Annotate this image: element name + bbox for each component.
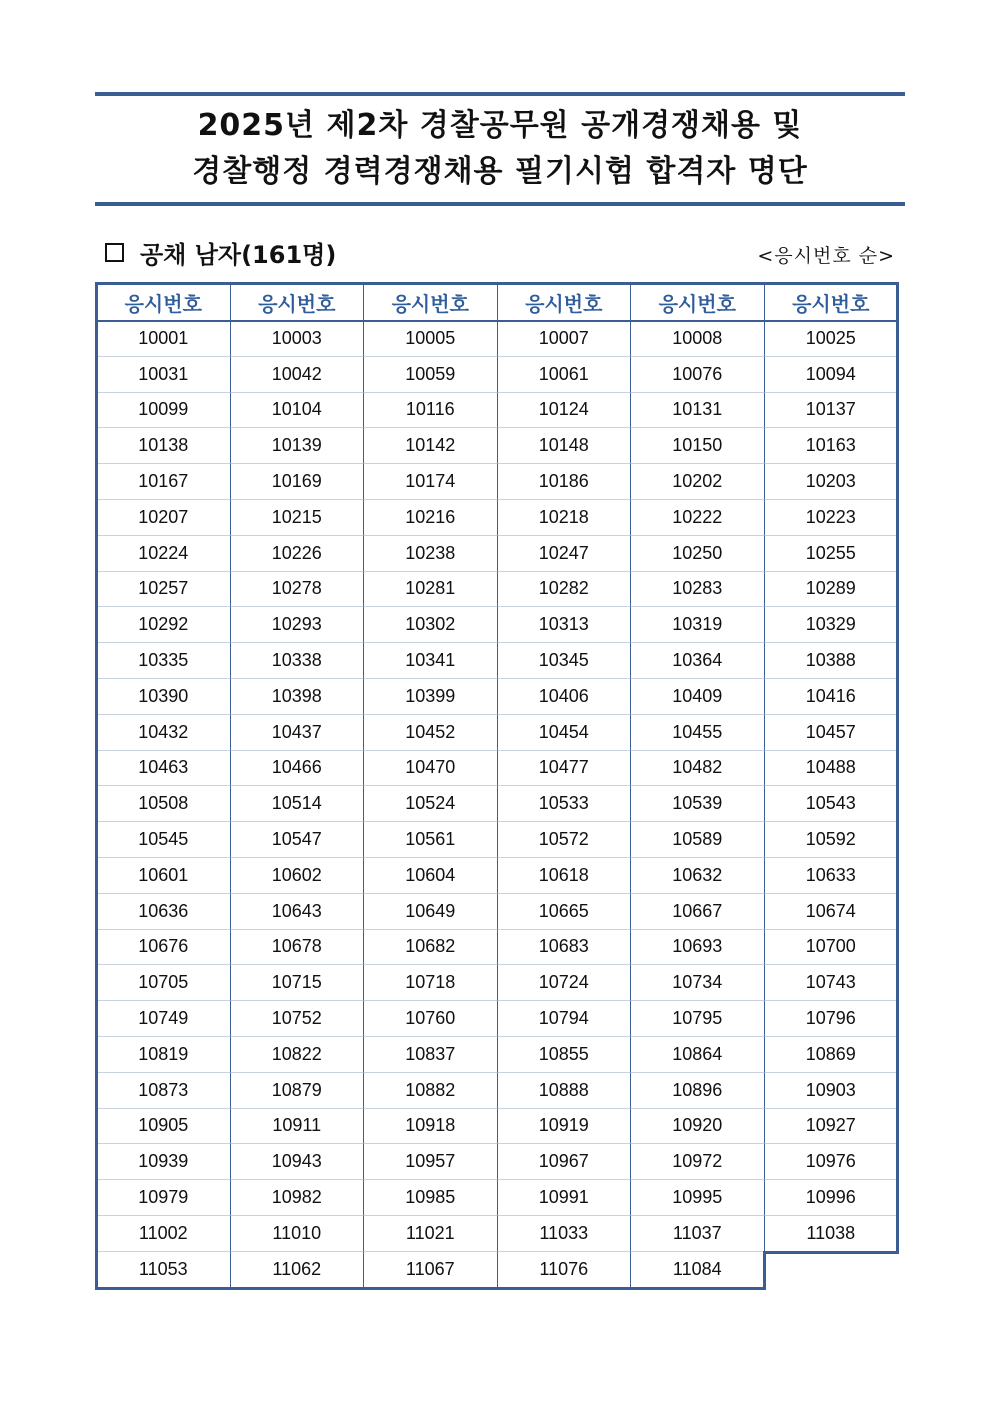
title-line-2: 경찰행정 경력경쟁채용 필기시험 합격자 명단	[192, 154, 808, 189]
candidate-number-cell: 10743	[764, 964, 898, 1000]
candidate-number-cell: 10203	[764, 463, 898, 499]
candidate-number-cell: 10218	[497, 499, 631, 535]
candidate-number-cell: 10920	[630, 1108, 764, 1144]
candidate-number-cell: 10338	[230, 642, 364, 678]
candidate-number-cell: 10665	[497, 893, 631, 929]
candidate-number-cell: 10667	[630, 893, 764, 929]
candidate-number-cell: 10059	[363, 356, 497, 392]
candidate-number-cell: 10215	[230, 499, 364, 535]
candidate-number-cell: 10432	[96, 714, 230, 750]
candidate-number-cell: 10693	[630, 929, 764, 965]
candidate-number-cell: 10514	[230, 785, 364, 821]
candidate-number-cell: 10207	[96, 499, 230, 535]
candidate-number-cell: 10416	[764, 678, 898, 714]
candidate-number-cell: 10896	[630, 1072, 764, 1108]
candidate-number-cell: 10061	[497, 356, 631, 392]
candidate-number-cell: 10683	[497, 929, 631, 965]
candidate-number-cell: 10796	[764, 1000, 898, 1036]
candidate-number-cell: 10508	[96, 785, 230, 821]
candidate-number-cell: 10281	[363, 571, 497, 607]
candidate-number-cell: 10482	[630, 750, 764, 786]
candidate-number-cell: 10879	[230, 1072, 364, 1108]
candidate-number-cell: 10174	[363, 463, 497, 499]
candidate-number-cell: 10142	[363, 427, 497, 463]
candidate-number-cell: 10589	[630, 821, 764, 857]
candidate-number-cell: 10238	[363, 535, 497, 571]
candidate-number-cell: 10760	[363, 1000, 497, 1036]
candidate-number-cell: 10682	[363, 929, 497, 965]
candidate-number-cell: 10837	[363, 1036, 497, 1072]
candidate-number-cell: 10676	[96, 929, 230, 965]
section-label: 공채 남자(161명)	[140, 241, 337, 269]
candidate-number-cell: 10903	[764, 1072, 898, 1108]
candidate-number-cell: 10216	[363, 499, 497, 535]
candidate-number-cell: 10335	[96, 642, 230, 678]
candidate-number-cell: 10524	[363, 785, 497, 821]
candidate-number-cell: 10116	[363, 392, 497, 428]
candidate-number-cell: 10131	[630, 392, 764, 428]
empty-square-icon	[105, 243, 124, 262]
candidate-number-cell: 10457	[764, 714, 898, 750]
candidate-number-cell: 10104	[230, 392, 364, 428]
candidate-number-cell: 10186	[497, 463, 631, 499]
candidate-number-cell: 11037	[630, 1215, 764, 1251]
candidate-number-cell: 10007	[497, 320, 631, 356]
table-border-right	[896, 282, 899, 1253]
candidate-number-cell: 10255	[764, 535, 898, 571]
candidate-number-cell: 10633	[764, 857, 898, 893]
candidate-number-cell: 10794	[497, 1000, 631, 1036]
candidate-number-cell: 10150	[630, 427, 764, 463]
candidate-number-cell: 10076	[630, 356, 764, 392]
candidate-number-cell: 10313	[497, 606, 631, 642]
candidate-number-cell: 10138	[96, 427, 230, 463]
candidate-number-cell: 10939	[96, 1143, 230, 1179]
candidate-number-cell: 10124	[497, 392, 631, 428]
candidate-number-cell: 10329	[764, 606, 898, 642]
candidate-number-cell: 10572	[497, 821, 631, 857]
candidate-number-cell: 10345	[497, 642, 631, 678]
candidate-number-cell: 10341	[363, 642, 497, 678]
section-title	[105, 235, 336, 270]
candidate-number-cell: 10700	[764, 929, 898, 965]
candidate-number-cell: 10602	[230, 857, 364, 893]
candidate-number-cell: 10025	[764, 320, 898, 356]
candidate-number-cell: 10715	[230, 964, 364, 1000]
candidate-number-cell: 10873	[96, 1072, 230, 1108]
candidate-number-cell: 10470	[363, 750, 497, 786]
candidate-number-cell: 10643	[230, 893, 364, 929]
candidate-number-cell: 10226	[230, 535, 364, 571]
candidate-number-cell: 10094	[764, 356, 898, 392]
candidate-number-cell: 10042	[230, 356, 364, 392]
candidate-number-cell: 10319	[630, 606, 764, 642]
candidate-number-cell: 10463	[96, 750, 230, 786]
candidate-number-cell: 10364	[630, 642, 764, 678]
candidate-number-cell: 11038	[764, 1215, 898, 1251]
candidate-number-cell: 10250	[630, 535, 764, 571]
candidate-number-cell: 11033	[497, 1215, 631, 1251]
candidate-number-cell: 10466	[230, 750, 364, 786]
candidate-number-cell: 10278	[230, 571, 364, 607]
candidate-number-cell: 10618	[497, 857, 631, 893]
candidate-number-cell: 10882	[363, 1072, 497, 1108]
candidate-number-cell: 10604	[363, 857, 497, 893]
candidate-number-cell: 10545	[96, 821, 230, 857]
candidate-number-cell: 10547	[230, 821, 364, 857]
candidate-number-cell: 10148	[497, 427, 631, 463]
table-border-bottom	[95, 1287, 766, 1290]
candidate-number-cell: 10724	[497, 964, 631, 1000]
candidate-number-cell: 11084	[630, 1251, 764, 1287]
candidate-number-cell: 10976	[764, 1143, 898, 1179]
candidate-number-cell: 11002	[96, 1215, 230, 1251]
section-header	[105, 233, 895, 273]
candidate-number-cell: 10406	[497, 678, 631, 714]
candidate-number-cell: 10282	[497, 571, 631, 607]
candidate-number-cell: 10008	[630, 320, 764, 356]
candidate-number-cell: 10795	[630, 1000, 764, 1036]
candidate-number-cell: 10649	[363, 893, 497, 929]
candidate-number-cell: 10292	[96, 606, 230, 642]
candidate-number-cell: 10543	[764, 785, 898, 821]
column-header: 응시번호	[630, 284, 764, 320]
candidate-number-cell: 10678	[230, 929, 364, 965]
candidate-number-cell: 10437	[230, 714, 364, 750]
candidate-number-cell: 10996	[764, 1179, 898, 1215]
candidate-number-cell: 10223	[764, 499, 898, 535]
candidate-number-cell: 10855	[497, 1036, 631, 1072]
table-border-left	[95, 282, 98, 1289]
document-title	[95, 92, 905, 206]
candidate-number-cell: 10864	[630, 1036, 764, 1072]
candidate-number-cell: 10398	[230, 678, 364, 714]
candidate-number-cell: 10972	[630, 1143, 764, 1179]
candidate-number-cell: 10636	[96, 893, 230, 929]
candidate-number-cell: 10819	[96, 1036, 230, 1072]
column-header: 응시번호	[363, 284, 497, 320]
sort-note: <응시번호 순>	[757, 245, 895, 267]
candidate-number-cell: 10888	[497, 1072, 631, 1108]
column-header: 응시번호	[497, 284, 631, 320]
candidate-number-cell: 10822	[230, 1036, 364, 1072]
candidate-number-cell: 10390	[96, 678, 230, 714]
column-header: 응시번호	[96, 284, 230, 320]
candidate-number-cell: 10533	[497, 785, 631, 821]
candidate-number-cell: 10995	[630, 1179, 764, 1215]
table-border-step	[763, 1251, 900, 1254]
candidate-number-cell: 10202	[630, 463, 764, 499]
candidate-number-cell: 10137	[764, 392, 898, 428]
candidate-number-cell: 10488	[764, 750, 898, 786]
candidate-number-cell: 11076	[497, 1251, 631, 1287]
candidate-number-cell: 10477	[497, 750, 631, 786]
candidate-number-cell: 10283	[630, 571, 764, 607]
candidate-number-cell: 10919	[497, 1108, 631, 1144]
candidate-number-cell: 10718	[363, 964, 497, 1000]
candidate-number-cell: 10222	[630, 499, 764, 535]
candidate-number-cell: 10001	[96, 320, 230, 356]
table-border-top	[96, 282, 899, 285]
candidate-number-cell: 10302	[363, 606, 497, 642]
candidate-number-cell: 10561	[363, 821, 497, 857]
candidate-number-cell: 10454	[497, 714, 631, 750]
candidate-number-cell: 11053	[96, 1251, 230, 1287]
candidate-number-cell: 10099	[96, 392, 230, 428]
candidate-number-cell: 10918	[363, 1108, 497, 1144]
candidate-number-cell: 10257	[96, 571, 230, 607]
candidate-number-cell: 10991	[497, 1179, 631, 1215]
candidate-number-cell: 10452	[363, 714, 497, 750]
candidate-number-cell: 10293	[230, 606, 364, 642]
candidate-number-cell: 10601	[96, 857, 230, 893]
candidate-number-cell: 10409	[630, 678, 764, 714]
candidate-number-cell: 10911	[230, 1108, 364, 1144]
candidate-number-cell: 10031	[96, 356, 230, 392]
candidate-number-cell: 10705	[96, 964, 230, 1000]
column-header: 응시번호	[764, 284, 898, 320]
candidate-number-cell: 10869	[764, 1036, 898, 1072]
candidate-number-cell: 10539	[630, 785, 764, 821]
candidate-number-cell: 11021	[363, 1215, 497, 1251]
candidate-number-cell: 10388	[764, 642, 898, 678]
candidate-number-cell: 10905	[96, 1108, 230, 1144]
candidate-number-cell: 10169	[230, 463, 364, 499]
candidate-number-cell: 10985	[363, 1179, 497, 1215]
candidate-number-cell: 10455	[630, 714, 764, 750]
candidate-number-cell: 10967	[497, 1143, 631, 1179]
candidate-number-cell: 11067	[363, 1251, 497, 1287]
candidate-number-cell: 10163	[764, 427, 898, 463]
candidate-number-cell: 10927	[764, 1108, 898, 1144]
column-header: 응시번호	[230, 284, 364, 320]
table-border-step-vertical	[763, 1251, 766, 1289]
candidate-number-cell: 10399	[363, 678, 497, 714]
candidate-number-cell: 10632	[630, 857, 764, 893]
candidate-number-cell: 10982	[230, 1179, 364, 1215]
candidate-number-cell: 10592	[764, 821, 898, 857]
candidate-number-cell: 10957	[363, 1143, 497, 1179]
candidate-number-cell: 10734	[630, 964, 764, 1000]
candidate-number-cell: 10674	[764, 893, 898, 929]
title-line-1: 2025년 제2차 경찰공무원 공개경쟁채용 및	[197, 108, 803, 143]
candidate-number-cell: 10749	[96, 1000, 230, 1036]
candidate-number-cell: 10752	[230, 1000, 364, 1036]
candidate-number-cell: 10289	[764, 571, 898, 607]
candidate-number-cell: 11062	[230, 1251, 364, 1287]
candidate-number-cell: 10139	[230, 427, 364, 463]
candidate-number-cell: 10003	[230, 320, 364, 356]
candidate-number-cell: 10167	[96, 463, 230, 499]
candidate-number-cell: 10247	[497, 535, 631, 571]
candidate-number-cell: 10943	[230, 1143, 364, 1179]
candidate-number-cell: 10224	[96, 535, 230, 571]
candidate-number-cell: 10005	[363, 320, 497, 356]
candidate-number-cell: 10979	[96, 1179, 230, 1215]
candidate-number-cell: 11010	[230, 1215, 364, 1251]
